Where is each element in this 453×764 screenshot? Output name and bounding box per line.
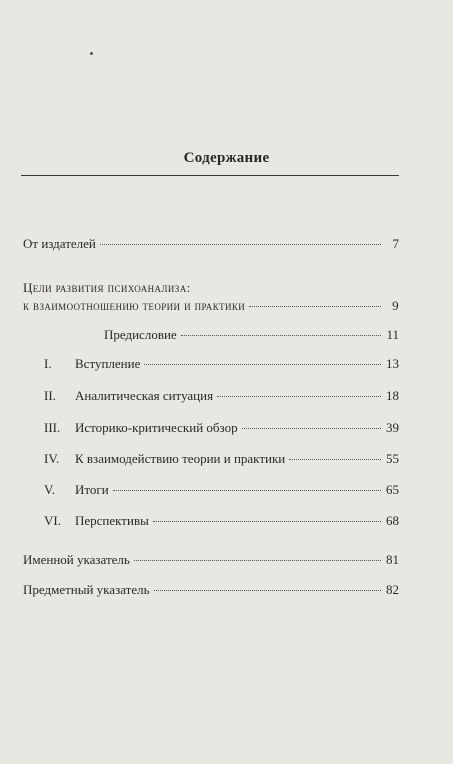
section-number: I. xyxy=(44,356,52,371)
dot-leader xyxy=(217,396,381,397)
title-rule xyxy=(21,175,399,176)
toc-entry-section[interactable] xyxy=(75,451,399,467)
dot-leader xyxy=(144,364,381,365)
toc-entry-label: Предисловие xyxy=(104,327,177,342)
section-number: II. xyxy=(44,388,56,403)
dot-leader xyxy=(100,244,381,245)
dot-leader xyxy=(134,560,381,561)
toc-entry-name-index[interactable] xyxy=(23,552,399,568)
toc-entry-label: Именной указатель xyxy=(23,552,130,567)
toc-entry-page: 18 xyxy=(386,388,399,403)
ink-speck xyxy=(90,52,93,55)
toc-entry-subject-index[interactable] xyxy=(23,582,399,598)
toc-entry-label: Итоги xyxy=(75,482,109,497)
toc-entry-part[interactable] xyxy=(23,298,399,314)
dot-leader xyxy=(153,521,381,522)
toc-entry-label: К взаимодействию теории и практики xyxy=(75,451,286,466)
contents-title: Содержание xyxy=(183,150,270,166)
dot-leader xyxy=(242,428,381,429)
toc-entry-label: Предметный указатель xyxy=(23,582,150,597)
toc-entry-section[interactable] xyxy=(75,388,399,404)
part-heading-line1: Цели развития психоанализа: xyxy=(23,280,191,295)
toc-entry-section[interactable] xyxy=(75,482,399,498)
dot-leader xyxy=(289,459,381,460)
toc-entry-page: 82 xyxy=(386,582,399,597)
toc-entry-page: 55 xyxy=(386,451,399,466)
section-number: VI. xyxy=(44,513,61,528)
dot-leader xyxy=(181,335,381,336)
toc-entry-page: 11 xyxy=(386,327,399,342)
toc-entry-page: 68 xyxy=(386,513,399,528)
toc-entry-section[interactable] xyxy=(75,420,399,436)
dot-leader xyxy=(113,490,381,491)
toc-entry-page: 65 xyxy=(386,482,399,497)
toc-entry-section[interactable] xyxy=(75,356,399,372)
toc-entry-page: 39 xyxy=(386,420,399,435)
dot-leader xyxy=(154,590,381,591)
toc-entry-page: 9 xyxy=(392,298,399,313)
toc-entry-front[interactable] xyxy=(23,236,399,252)
toc-entry-label: Аналитическая ситуация xyxy=(75,388,214,403)
toc-entry-section[interactable] xyxy=(75,513,399,529)
toc-entry-preface[interactable] xyxy=(104,327,399,343)
toc-entry-label: к взаимоотношению теории и практики xyxy=(23,298,246,313)
section-number: III. xyxy=(44,420,61,435)
toc-entry-label: Перспективы xyxy=(75,513,149,528)
section-number: IV. xyxy=(44,451,60,466)
toc-entry-page: 7 xyxy=(392,236,399,251)
toc-entry-page: 13 xyxy=(386,356,399,371)
toc-entry-page: 81 xyxy=(386,552,399,567)
dot-leader xyxy=(249,306,381,307)
toc-entry-label: От издателей xyxy=(23,236,96,251)
section-number: V. xyxy=(44,482,55,497)
toc-entry-label: Вступление xyxy=(75,356,141,371)
toc-entry-label: Историко-критический обзор xyxy=(75,420,238,435)
